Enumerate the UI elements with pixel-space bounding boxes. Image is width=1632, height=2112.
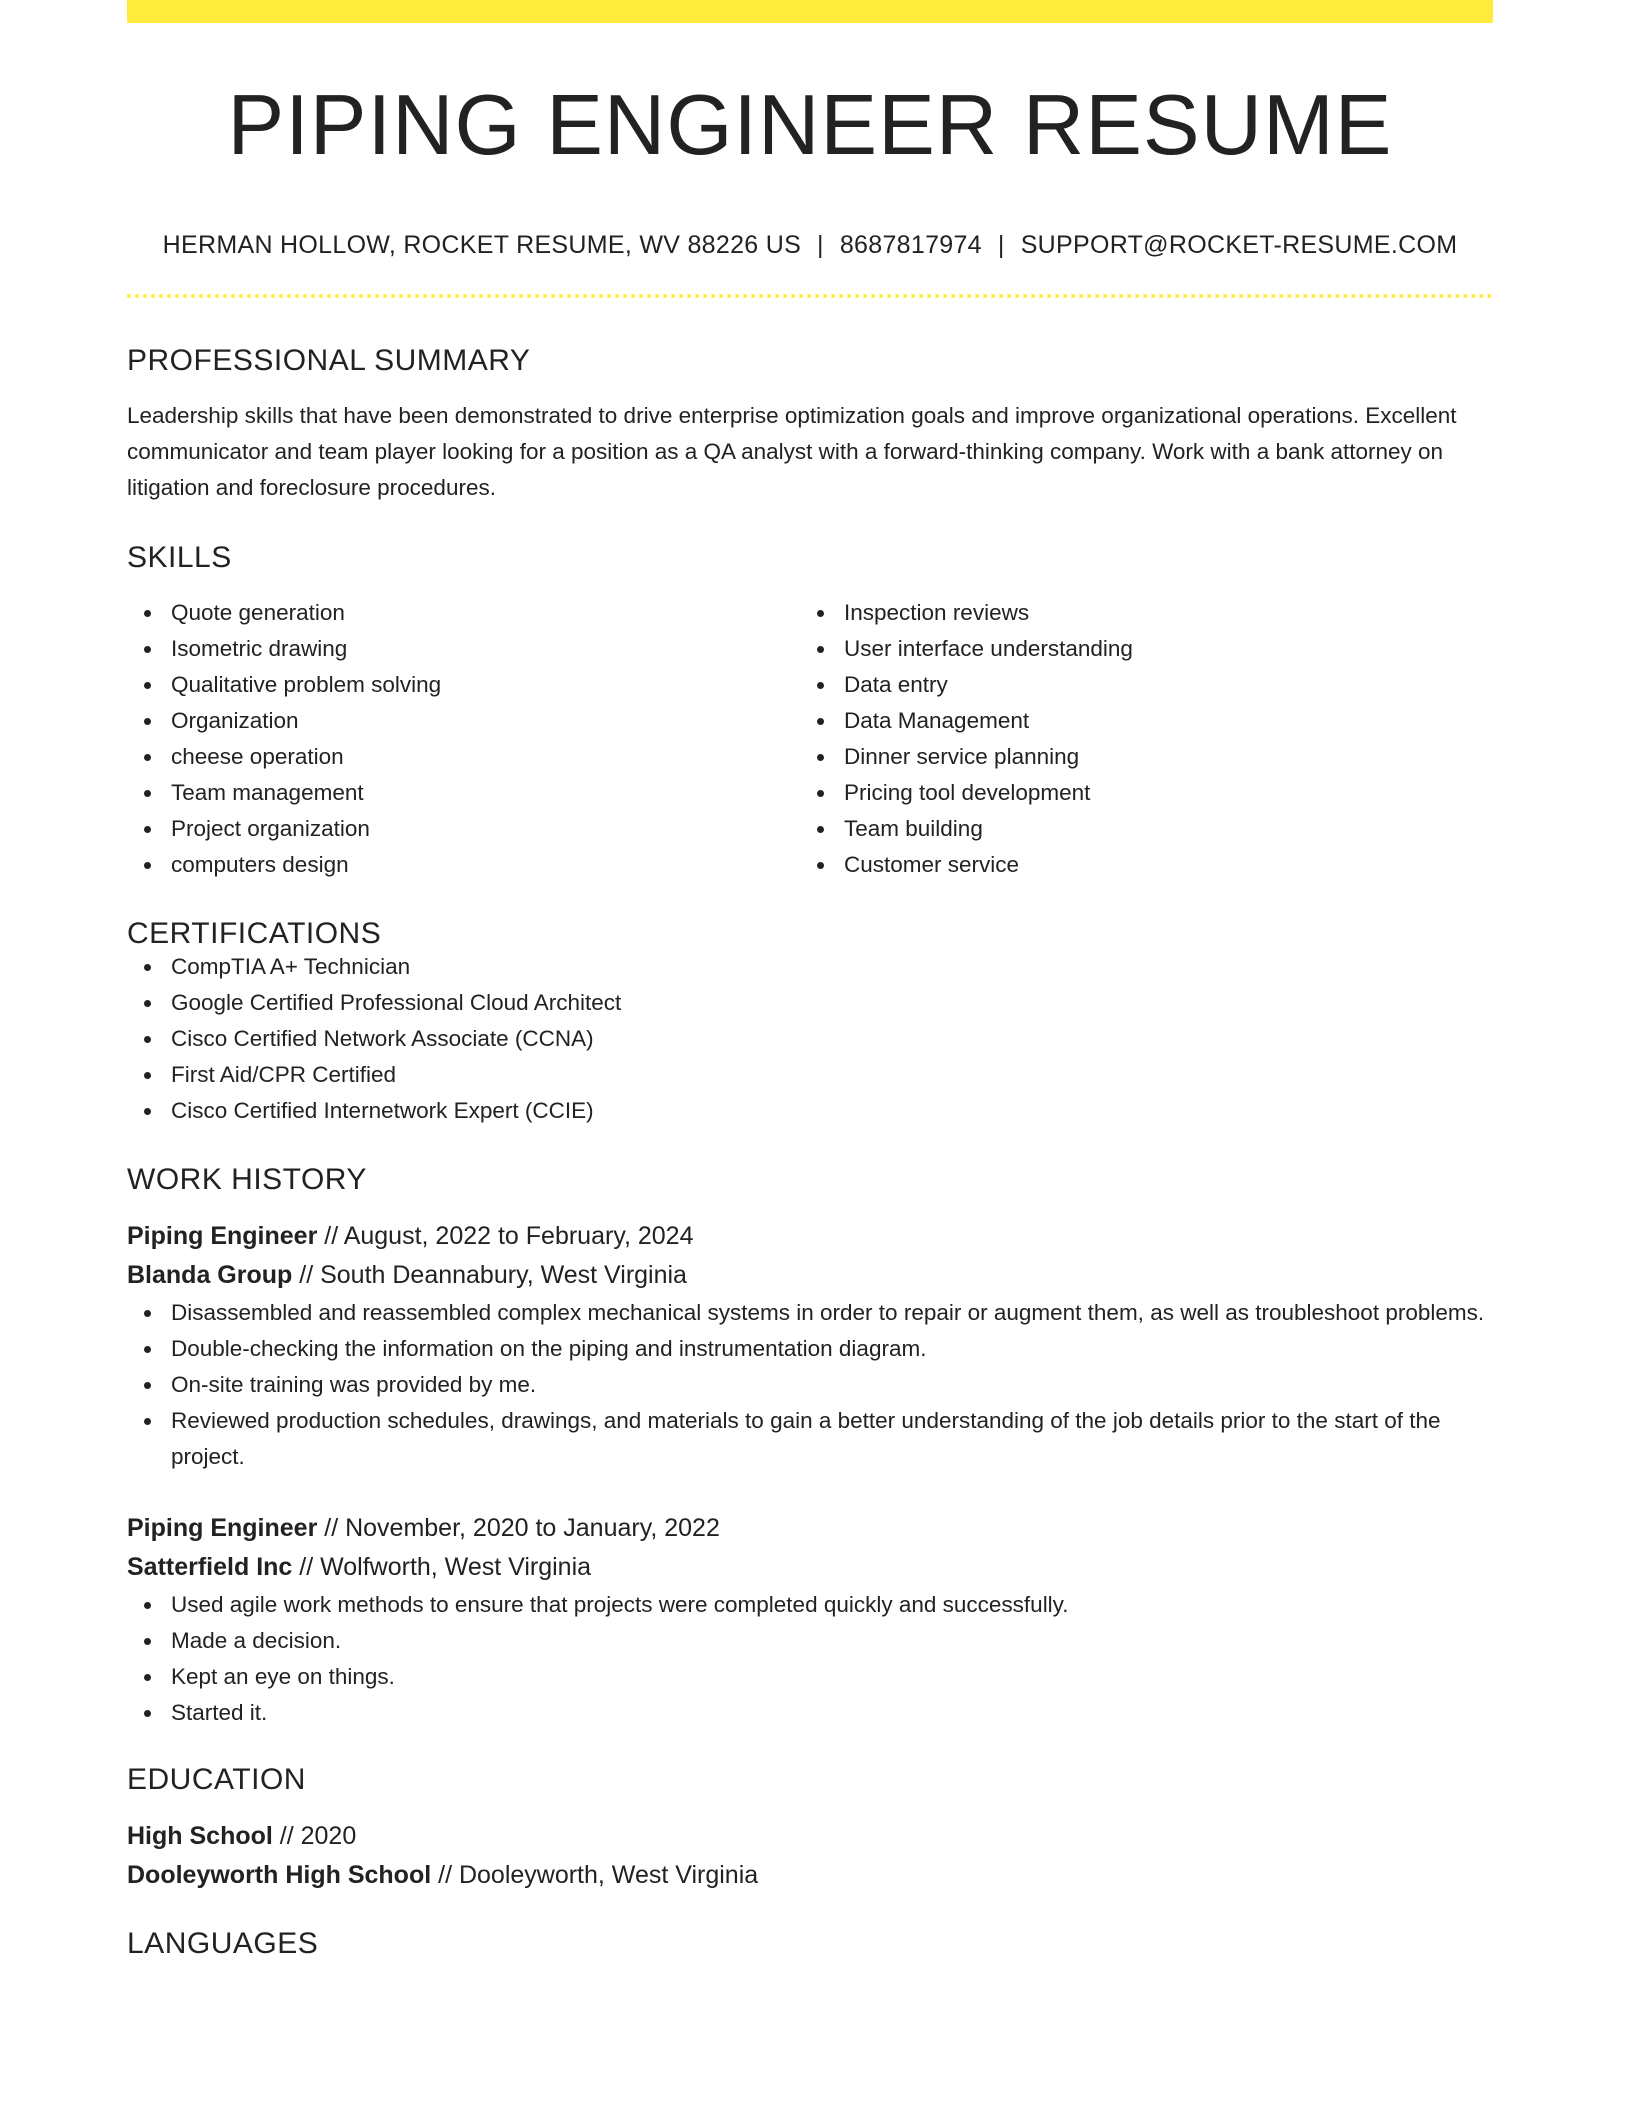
skill-item: Qualitative problem solving [127,667,800,703]
skill-item: Data entry [800,667,1473,703]
certification-item: Cisco Certified Network Associate (CCNA) [127,1021,1493,1057]
job-company-line [127,1256,1493,1295]
certification-item: Google Certified Professional Cloud Architect [127,985,1493,1021]
certification-item: Cisco Certified Internetwork Expert (CCIE) [127,1093,1493,1129]
job-bullets [127,1295,1493,1475]
education-year: // 2020 [272,1822,357,1850]
skill-item: Team management [127,775,800,811]
education-school: Dooleyworth High School [127,1861,432,1889]
skill-item: Inspection reviews [800,595,1473,631]
contact-separator: | [997,231,1005,259]
job-dates: // August, 2022 to February, 2024 [317,1222,694,1250]
education-degree-line [127,1817,1493,1856]
top-accent-bar [127,0,1493,23]
job-bullet: On-site training was provided by me. [127,1367,1493,1403]
skill-item: Data Management [800,703,1473,739]
contact-info [127,233,1493,258]
job-company-line [127,1548,1493,1587]
job-title: Piping Engineer [127,1222,318,1250]
skill-item: Dinner service planning [800,739,1473,775]
job-entry [127,1217,1493,1475]
header-divider [127,294,1493,298]
contact-phone: 8687817974 [839,231,982,259]
skills-list-left [127,595,800,883]
skill-item: Team building [800,811,1473,847]
job-company: Satterfield Inc [127,1553,293,1581]
skill-item: Organization [127,703,800,739]
skill-item: Quote generation [127,595,800,631]
certifications-heading: CERTIFICATIONS [127,917,382,950]
summary-heading: PROFESSIONAL SUMMARY [127,344,531,377]
skill-item: cheese operation [127,739,800,775]
job-location: // Wolfworth, West Virginia [292,1553,592,1581]
job-bullet: Made a decision. [127,1623,1493,1659]
job-bullet: Double-checking the information on the piping and instrumentation diagram. [127,1331,1493,1367]
job-bullet: Reviewed production schedules, drawings, and materials to gain a better understanding of the job details prior to the start of the project. [127,1403,1493,1475]
job-bullet: Started it. [127,1695,1493,1731]
skill-item: User interface understanding [800,631,1473,667]
skill-item: Project organization [127,811,800,847]
education-location: // Dooleyworth, West Virginia [431,1861,759,1889]
skills-list-right [800,595,1473,883]
job-dates: // November, 2020 to January, 2022 [317,1514,720,1542]
job-entry [127,1509,1493,1731]
job-title: Piping Engineer [127,1514,318,1542]
skills-heading: SKILLS [127,541,232,574]
job-bullet: Disassembled and reassembled complex mechanical systems in order to repair or augment them, as well as troubleshoot problems. [127,1295,1493,1331]
certification-item: CompTIA A+ Technician [127,949,1493,985]
contact-address: HERMAN HOLLOW, ROCKET RESUME, WV 88226 US [162,231,802,259]
job-title-line [127,1217,1493,1256]
education-entry [127,1817,1493,1895]
summary-text: Leadership skills that have been demonstrated to drive enterprise optimization goals and improve organizational operations. Excellent communicator and team player looking for a position as a QA analyst with a forward-thinking company. Work with a bank attorney on litigation and foreclosure procedures. [127,403,1457,500]
skill-item: Isometric drawing [127,631,800,667]
education-degree: High School [127,1822,273,1850]
education-heading: EDUCATION [127,1763,306,1796]
contact-separator: | [817,231,824,259]
resume-page [127,0,1493,1959]
skill-item: computers design [127,847,800,883]
work-history-heading: WORK HISTORY [127,1163,367,1196]
skill-item: Pricing tool development [800,775,1473,811]
skills-column-left [127,595,800,883]
certifications-list [127,949,1493,1129]
education-school-line [127,1856,1493,1895]
languages-heading: LANGUAGES [127,1927,319,1960]
job-company: Blanda Group [127,1261,293,1289]
skills-column-right [800,595,1473,883]
job-bullets [127,1587,1493,1731]
contact-email: SUPPORT@ROCKET-RESUME.COM [1020,231,1458,259]
job-location: // South Deannabury, West Virginia [292,1261,687,1289]
job-bullet: Kept an eye on things. [127,1659,1493,1695]
skills-grid [127,595,1493,883]
resume-title: PIPING ENGINEER RESUME [227,78,1393,173]
job-title-line [127,1509,1493,1548]
skill-item: Customer service [800,847,1473,883]
certification-item: First Aid/CPR Certified [127,1057,1493,1093]
job-bullet: Used agile work methods to ensure that projects were completed quickly and successfully. [127,1587,1493,1623]
